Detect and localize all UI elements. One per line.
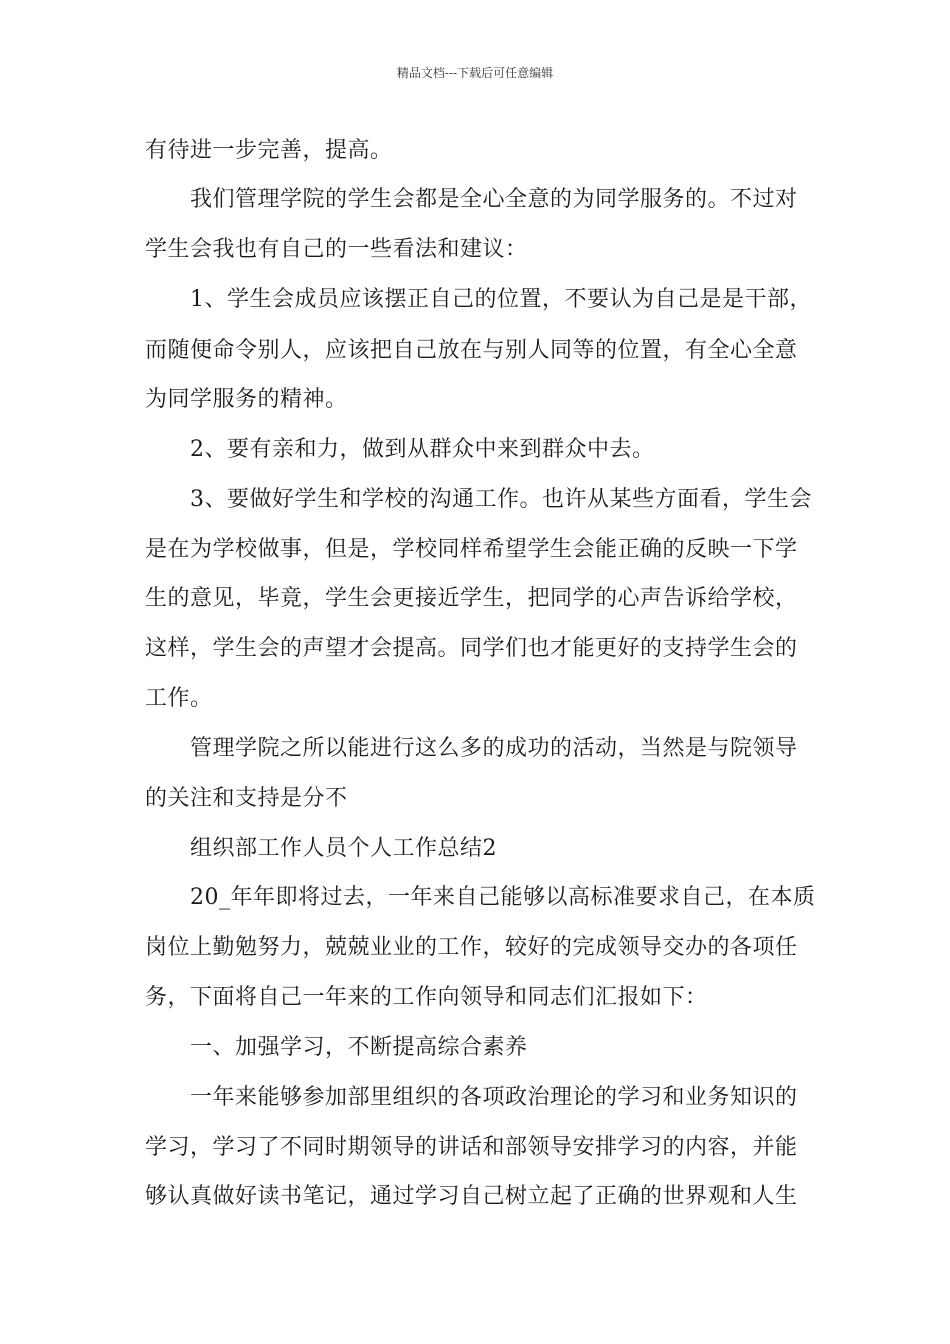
section-heading: 一、加强学习，不断提高综合素养 [190, 1035, 528, 1060]
text-line: 是在为学校做事，但是，学校同样希望学生会能正确的反映一下学 [145, 537, 798, 562]
page-header: 精品文档---下载后可任意编辑 [396, 66, 554, 80]
text-line: 生的意见，毕竟，学生会更接近学生，把同学的心声告诉给学校， [145, 586, 798, 611]
text-line: 而随便命令别人，应该把自己放在与别人同等的位置，有全心全意 [145, 338, 798, 363]
text-line: 岗位上勤勉努力，兢兢业业的工作，较好的完成领导交办的各项任 [145, 935, 798, 960]
text-line: 务，下面将自己一年来的工作向领导和同志们汇报如下： [145, 985, 708, 1010]
text-line: 一年来能够参加部里组织的各项政治理论的学习和业务知识的 [190, 1085, 798, 1110]
text-line: 2、要有亲和力，做到从群众中来到群众中去。 [190, 437, 655, 462]
text-line: 学生会我也有自己的一些看法和建议： [145, 237, 528, 262]
text-line: 的关注和支持是分不 [145, 786, 348, 811]
text-line: 学习，学习了不同时期领导的讲话和部领导安排学习的内容，并能 [145, 1135, 798, 1160]
text-line: 20_年年即将过去，一年来自己能够以高标准要求自己，在本质 [190, 885, 816, 910]
text-line: 工作。 [145, 686, 213, 711]
text-line: 为同学服务的精神。 [145, 387, 348, 412]
section-title: 组织部工作人员个人工作总结2 [190, 836, 497, 861]
text-line: 3、要做好学生和学校的沟通工作。也许从某些方面看，学生会 [190, 487, 812, 512]
text-line: 够认真做好读书笔记，通过学习自己树立起了正确的世界观和人生 [145, 1184, 798, 1209]
text-line: 这样，学生会的声望才会提高。同学们也才能更好的支持学生会的 [145, 636, 798, 661]
text-line: 1、学生会成员应该摆正自己的位置，不要认为自己是是干部， [190, 287, 812, 312]
text-line: 管理学院之所以能进行这么多的成功的活动，当然是与院领导 [190, 736, 798, 761]
text-line: 我们管理学院的学生会都是全心全意的为同学服务的。不过对 [190, 187, 798, 212]
text-line: 有待进一步完善，提高。 [145, 138, 393, 163]
